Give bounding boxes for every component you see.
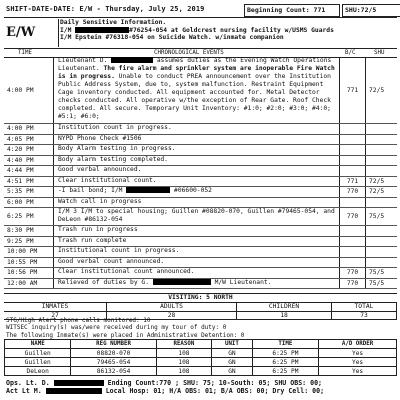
beginning-count: Beginning Count: 771: [244, 4, 340, 17]
column-header: NAME: [5, 340, 71, 349]
log-bc: [339, 247, 366, 257]
log-shu: [366, 226, 397, 236]
event-text: M/W Lieutenant.: [214, 278, 272, 286]
table-header-row: [5, 340, 397, 349]
table-cell: GN: [212, 349, 253, 358]
bc-column-header: B/C: [345, 50, 356, 56]
ops-lieutenant-label: Ops. Lt. D.: [6, 379, 50, 387]
log-time: 4:20 PM: [4, 145, 54, 155]
shift-date-label: SHIFT-DATE-DATE: E/W - Thursday, July 25, 2019: [6, 5, 205, 13]
log-event: Watch call in progress: [58, 197, 142, 205]
log-shu: 75/5: [369, 279, 385, 287]
log-row: [4, 57, 397, 124]
log-shu: 72/5: [369, 86, 385, 94]
log-row: [4, 177, 397, 188]
log-shu: [366, 247, 397, 257]
redaction-bar: [153, 279, 211, 285]
column-header: UNIT: [212, 340, 253, 349]
shift-header: [4, 3, 397, 18]
log-row: [4, 279, 397, 290]
log-bc: 770: [339, 279, 366, 289]
log-time: 4:05 PM: [4, 135, 54, 145]
log-time: 4:40 PM: [4, 156, 54, 166]
log-time: 8:30 PM: [4, 226, 54, 236]
visiting-value-total: 73: [332, 312, 397, 321]
log-event: Clear institutional count announced.: [58, 268, 195, 275]
chronological-events-log: [4, 57, 397, 289]
visiting-summary: [4, 293, 397, 320]
log-shu: [366, 124, 397, 134]
redaction-bar: [75, 27, 129, 33]
log-event: Trash run in progress: [58, 226, 138, 233]
daily-info-line-3: I/M Epstein #76318-054 on Suicide Watch. w/inmate companion: [60, 34, 284, 42]
watch-log-page: [4, 3, 399, 399]
log-event: [56, 187, 338, 197]
redaction-bar: [111, 57, 153, 63]
log-time: 10:56 PM: [4, 268, 54, 278]
column-header: REG NUMBER: [71, 340, 156, 349]
log-bc: [339, 166, 366, 176]
log-event: Body Alarm testing in progress.: [58, 145, 176, 152]
shu-column-header: SHU: [374, 50, 385, 56]
redaction-bar: [54, 380, 104, 386]
log-row: [4, 135, 397, 146]
table-cell: GN: [212, 358, 253, 367]
log-shu: 72/5: [369, 177, 385, 185]
log-shu: [366, 145, 397, 155]
log-event: [56, 279, 338, 289]
log-shu: 75/5: [369, 213, 385, 220]
log-event: Institution count in progress.: [58, 124, 172, 131]
visiting-header-inmates: INMATES: [4, 303, 107, 312]
visiting-value-inmates: 27: [4, 312, 107, 321]
log-shu: [366, 258, 397, 268]
log-time: 4:00 PM: [4, 124, 54, 134]
ending-counts: Ending Count:770 ; SHU: 75; 10-South: 05; SHU OBS: 00;: [107, 379, 323, 387]
log-event: Body alarm testing completed.: [58, 155, 168, 163]
event-text: #06600-052: [174, 187, 212, 194]
log-shu: [366, 156, 397, 166]
log-shu: [366, 198, 397, 208]
log-shu: 75/5: [369, 269, 385, 277]
log-time: 6:00 PM: [4, 198, 54, 208]
log-time: 10:00 PM: [4, 247, 54, 257]
visiting-header-children: CHILDREN: [237, 303, 332, 312]
admin-detention-note: The following Inmate(s) were placed in Administrative Detention: 0: [6, 331, 245, 339]
table-cell: Yes: [319, 367, 397, 376]
log-time: 10:55 PM: [4, 258, 54, 268]
redaction-bar: [126, 187, 170, 193]
table-row: [5, 358, 397, 367]
log-event: I/M 3 I/M to special housing; Guillen #08820-070, Guillen #79465-054, and DeLeon #86132-054: [58, 208, 335, 223]
table-cell: Guillen: [5, 349, 71, 358]
log-row: [4, 268, 397, 279]
log-row: [4, 166, 397, 177]
shift-notes: [6, 317, 396, 339]
visiting-title: VISITING: 5 NORTH: [4, 294, 397, 303]
shift-code: E/W: [4, 19, 59, 47]
column-header: A/D ORDER: [319, 340, 397, 349]
event-text: Unable to conduct PREA announcement over the Institution Public Address System, due to, system malfunction. Restraint Equipment Cage inventory conducted. All equipment accounted for. Metal Detector checks conducted. All operative w/the exception of Rear Gate. Roof Check completed. All secure. Temporary Unit Inventory: #1:0; #2:0; #3:0; #4:0; #5:1; #6:0;: [58, 73, 331, 120]
log-bc: 771: [339, 177, 366, 187]
admin-detention-table: [4, 339, 397, 376]
event-text: assumes duties as the Evening Watch Operations Lieutenant.: [58, 57, 332, 72]
table-cell: Guillen: [5, 358, 71, 367]
table-cell: Yes: [319, 349, 397, 358]
column-header: TIME: [252, 340, 318, 349]
table-cell: GN: [212, 367, 253, 376]
event-bold-text: The fire alarm and sprinkler system are inoperable Fire Watch is in progress.: [58, 65, 335, 80]
log-row: [4, 208, 397, 226]
acting-lieutenant-label: Act Lt M.: [6, 387, 42, 396]
footer-line-1: [6, 379, 398, 387]
table-cell: 108: [156, 349, 211, 358]
table-cell: 6:25 PM: [252, 367, 318, 376]
log-row: [4, 198, 397, 209]
log-event: Clear institutional count.: [58, 176, 157, 184]
log-row: [4, 156, 397, 167]
table-cell: DeLeon: [5, 367, 71, 376]
log-bc: [339, 124, 366, 134]
log-event: Good verbal count announced.: [58, 257, 165, 265]
event-text: Relieved of duties by G.: [58, 278, 149, 286]
log-bc: [339, 145, 366, 155]
time-column-header: TIME: [18, 50, 32, 56]
log-bc: [339, 135, 366, 145]
event-text: -I bail bond; I/M: [58, 187, 123, 194]
table-row: [5, 367, 397, 376]
column-header: REASON: [156, 340, 211, 349]
log-shu: [366, 135, 397, 145]
table-cell: 08820-070: [71, 349, 156, 358]
log-time: 9:25 PM: [4, 237, 54, 247]
log-bc: 770: [339, 208, 366, 225]
log-row: [4, 187, 397, 198]
log-time: 4:44 PM: [4, 166, 54, 176]
visiting-value-children: 18: [237, 312, 332, 321]
log-row: [4, 124, 397, 135]
log-shu: [366, 166, 397, 176]
log-event: NYPD Phone Check #1506: [58, 134, 142, 142]
log-event: Institutional count in progress.: [58, 247, 180, 254]
log-bc: [339, 226, 366, 236]
table-cell: Yes: [319, 358, 397, 367]
log-bc: 771: [339, 57, 366, 123]
table-cell: 6:25 PM: [252, 358, 318, 367]
daily-sensitive-info: [60, 19, 396, 42]
log-shu: 72/5: [369, 188, 385, 196]
daily-info-prefix: I/M: [60, 26, 72, 34]
log-event: [56, 57, 338, 123]
table-cell: 86132-054: [71, 367, 156, 376]
log-bc: [339, 258, 366, 268]
visiting-value-adults: 28: [107, 312, 237, 321]
log-bc: 770: [339, 187, 366, 197]
table-cell: 108: [156, 367, 211, 376]
daily-info-detail: #76254-054 at Goldcrest nursing facility w/USMS Guards: [129, 26, 334, 34]
visiting-header-adults: ADULTS: [107, 303, 237, 312]
hospital-counts: Local Hosp: 01; H/A OBS: 01; B/A OBS: 00; Dry Cell: 00;: [105, 387, 325, 396]
daily-info-heading: Daily Sensitive Information.: [60, 19, 167, 26]
shift-footer: [6, 379, 398, 395]
witsec-note: WITSEC inquiry(s) was/were received during my tour of duty: 0: [6, 324, 227, 332]
log-row: [4, 247, 397, 258]
log-time: 4:00 PM: [4, 57, 54, 123]
log-time: 5:35 PM: [4, 187, 54, 197]
shu-count: SHU:72/5: [342, 4, 400, 17]
log-row: [4, 237, 397, 248]
stg-calls-note: STG/High Alert phone calls monitored: 10: [6, 317, 151, 324]
log-row: [4, 258, 397, 269]
log-event: Trash run complete: [58, 236, 127, 244]
log-bc: 770: [339, 268, 366, 278]
log-time: 12:00 AM: [4, 279, 54, 289]
footer-line-2: [6, 387, 398, 395]
redaction-bar: [46, 388, 102, 394]
log-bc: [339, 198, 366, 208]
table-cell: 108: [156, 358, 211, 367]
visiting-header-total: TOTAL: [332, 303, 397, 312]
table-row: [5, 349, 397, 358]
log-bc: [339, 237, 366, 247]
log-event: Good verbal announced.: [58, 166, 142, 173]
log-bc: [339, 156, 366, 166]
log-row: [4, 226, 397, 237]
log-time: 4:51 PM: [4, 177, 54, 187]
log-row: [4, 145, 397, 156]
table-cell: 79465-054: [71, 358, 156, 367]
table-cell: 6:25 PM: [252, 349, 318, 358]
event-text: Lieutenant D.: [58, 57, 108, 64]
log-shu: [366, 237, 397, 247]
events-column-header: CHRONOLOGICAL EVENTS: [154, 50, 224, 56]
log-time: 6:25 PM: [4, 208, 54, 225]
